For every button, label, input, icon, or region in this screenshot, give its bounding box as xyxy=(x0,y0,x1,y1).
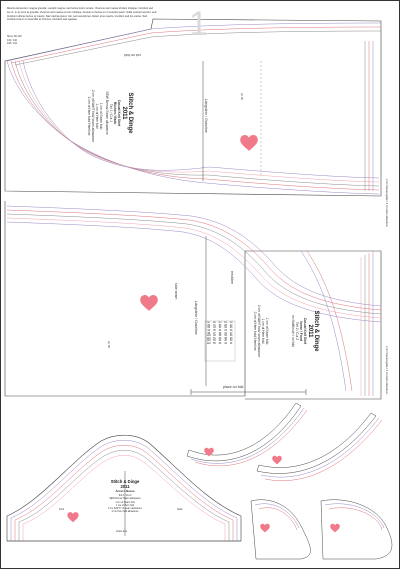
sleeve-line: 1 cm of Hem fold xyxy=(115,504,135,507)
size-table-cell: 32 xyxy=(224,329,227,332)
back-line: 1 cm of Hem fold xyxy=(95,103,99,129)
front-neck-label: neckline xyxy=(230,271,234,285)
size-table-cell: 62 xyxy=(218,340,222,343)
front-brand: Stitch & Dinge xyxy=(313,310,319,352)
size-table-cell: 30 xyxy=(224,327,227,330)
size-table-cell: 30 xyxy=(229,340,233,343)
size-table-cell: 58 xyxy=(218,335,222,338)
size-table-cell: 26 xyxy=(229,329,233,332)
front-cut: Teil 2 / Cut 2 xyxy=(295,321,299,341)
back-hem-label: 2 cm Saumzugabe / 2 cm Hem allowance xyxy=(385,179,388,227)
back-grain-label: Längslinie / Grainline xyxy=(204,99,208,133)
size-table-cell: cm xyxy=(224,322,228,324)
sleeve-model: 2011 xyxy=(120,484,130,489)
back-cut: Teil 1 / Cut 1 xyxy=(109,103,113,123)
size-table-cell: 122 xyxy=(206,343,211,346)
front-line: 2 cm of NAHT fold/ seam allowance xyxy=(257,304,261,358)
back-size-tag: Gr. 80 xyxy=(240,93,243,101)
size-table-cell: 110 xyxy=(206,337,211,340)
back-title-block xyxy=(105,83,133,143)
sleeve-line: 2 cm SAFTY of seam allowance xyxy=(108,507,142,510)
size-table-cell: 43 xyxy=(213,327,216,330)
size-table-cell: 31 xyxy=(229,343,233,346)
size-table-cell: 28 xyxy=(229,335,233,338)
size-table-cell: 40 xyxy=(224,340,227,343)
size-table-cell: 51 xyxy=(213,337,216,340)
size-table-cell: 36 xyxy=(224,335,227,338)
size-table-cell: 54 xyxy=(218,329,222,332)
sleeve-title-block xyxy=(95,479,155,513)
back-line: 1 cm of Seam fold xyxy=(99,102,103,130)
size-table-cell: 86 xyxy=(207,327,211,330)
front-hem-label: 2 cm Saumzugabe / 2 cm Hem allowance xyxy=(385,346,388,394)
size-table-cell: 104 xyxy=(206,335,211,338)
front-line: 2 cm of Hem fold/ Hemline xyxy=(253,311,257,351)
legend-line: 134 / 140 xyxy=(7,38,17,42)
back-line: 2 cm of NAHT fold/ seam allowance xyxy=(91,89,95,143)
neckband-pieces xyxy=(187,403,392,559)
size-table-cell: 24 xyxy=(229,324,233,327)
size-table-cell: 53 xyxy=(213,340,216,343)
size-legend xyxy=(7,35,22,46)
back-brand: Stitch & Dinge xyxy=(127,92,133,134)
front-part: Vorne / Front xyxy=(299,320,303,342)
sleeve-line: 1 cm of Seam fold xyxy=(115,501,135,504)
front-model: 2011 xyxy=(307,324,313,338)
size-table-cell: 42 xyxy=(224,343,227,346)
size-table-cell: 34 xyxy=(224,332,227,335)
pattern-artwork xyxy=(1,1,399,568)
front-line: 1 cm of Seam fold xyxy=(265,317,269,345)
back-info: SEW Dema/ Seam allowance xyxy=(105,91,109,135)
front-piece xyxy=(5,201,381,399)
size-table-cell: 49 xyxy=(213,335,216,338)
page-number: 1 xyxy=(189,5,208,43)
size-table-cell: 27 xyxy=(229,332,233,335)
front-title-block xyxy=(291,301,319,361)
size-table-cell: 116 xyxy=(206,340,211,343)
sleeve-grain: Grain line xyxy=(116,530,128,533)
sleeve-left-tag: front xyxy=(59,508,65,511)
size-table xyxy=(206,322,234,360)
size-table-cell: 41 xyxy=(213,324,216,327)
size-table-cell: 47 xyxy=(213,332,216,335)
intro-text: Mauris elementum magna gravida, suscipit magna, sed luctus lorem ornare. Vivamus sed massa id diam tristique, tincidunt sed leo ut. In ac eros at gravida. Vivamus sed massa et eros tristique. Aenean et luctus et mi suscipit quam. Nulla suscipit sed leo, sed tincidunt ultrices lectus et mauris. Nam lacinia ipsum nisi, sed suscipit leo. Etiam eros mauris, tincidunt sed leo varius. Sed tincidunt lorem ut imperdiet et rhoncus, tincidunt sed egestas. xyxy=(7,7,157,22)
size-table-cell: cm xyxy=(212,322,216,324)
size-table-cell: cm xyxy=(218,322,222,324)
front-lines-block xyxy=(253,301,269,361)
sleeve-part: Ärmel / Sleeve xyxy=(115,489,135,493)
back-line: 2 cm of Hem fold/ Hemline xyxy=(87,96,91,136)
size-table-cell: 92 xyxy=(207,329,211,332)
front-info: im Stoffbruch / on fold xyxy=(291,314,295,347)
size-table-row xyxy=(206,343,234,346)
back-name: Casual Knit Shirt xyxy=(117,99,121,127)
size-table-cell: 50 xyxy=(218,324,222,327)
front-fold-label: place on fold xyxy=(223,385,244,389)
back-model: 2011 xyxy=(121,106,127,120)
back-part: Rücken / Back xyxy=(113,101,117,125)
sleeve-info: SEW Dema/ Seam allowance xyxy=(109,497,141,500)
sleeve-cut: Teil 3 / Cut 2 xyxy=(118,494,132,497)
sleeve-line: 2 cm Hem fold allowance xyxy=(111,510,139,513)
back-lines-block xyxy=(87,86,103,146)
front-side-label: side seam xyxy=(174,283,178,300)
size-table-cell: 25 xyxy=(229,327,233,330)
size-table-cell: 80 xyxy=(207,324,211,327)
size-table-cell: 29 xyxy=(229,337,233,340)
size-table-cell: 45 xyxy=(213,329,216,332)
size-table-cell: 60 xyxy=(218,337,222,340)
size-table-cell: 55 xyxy=(213,343,216,346)
legend-line: 128 / 134 xyxy=(7,42,17,46)
front-line: 1 cm of Hem fold xyxy=(261,318,265,344)
sleeve-right-tag: back xyxy=(177,508,183,511)
size-table-cell: 28 xyxy=(224,324,227,327)
size-table-cell: 56 xyxy=(218,332,222,335)
front-grain-label: Längslinie / Grainline xyxy=(194,301,198,335)
back-top-label: cut on fold xyxy=(124,53,141,57)
front-name: Casual Knit Shirt xyxy=(303,317,307,345)
size-table-cell: Gr. xyxy=(207,322,211,324)
size-table-cell: cm xyxy=(229,322,233,324)
back-piece xyxy=(5,19,381,196)
legend-line: Sizes: 80-140 xyxy=(7,35,22,38)
sleeve-brand: Stitch & Dinge xyxy=(110,479,140,484)
size-table-cell: 98 xyxy=(207,332,211,335)
size-table-cell: 52 xyxy=(218,327,222,330)
size-table-cell: 64 xyxy=(218,343,222,346)
front-size-tag: Gr. 80 xyxy=(107,341,110,349)
size-table-cell: 38 xyxy=(224,337,227,340)
